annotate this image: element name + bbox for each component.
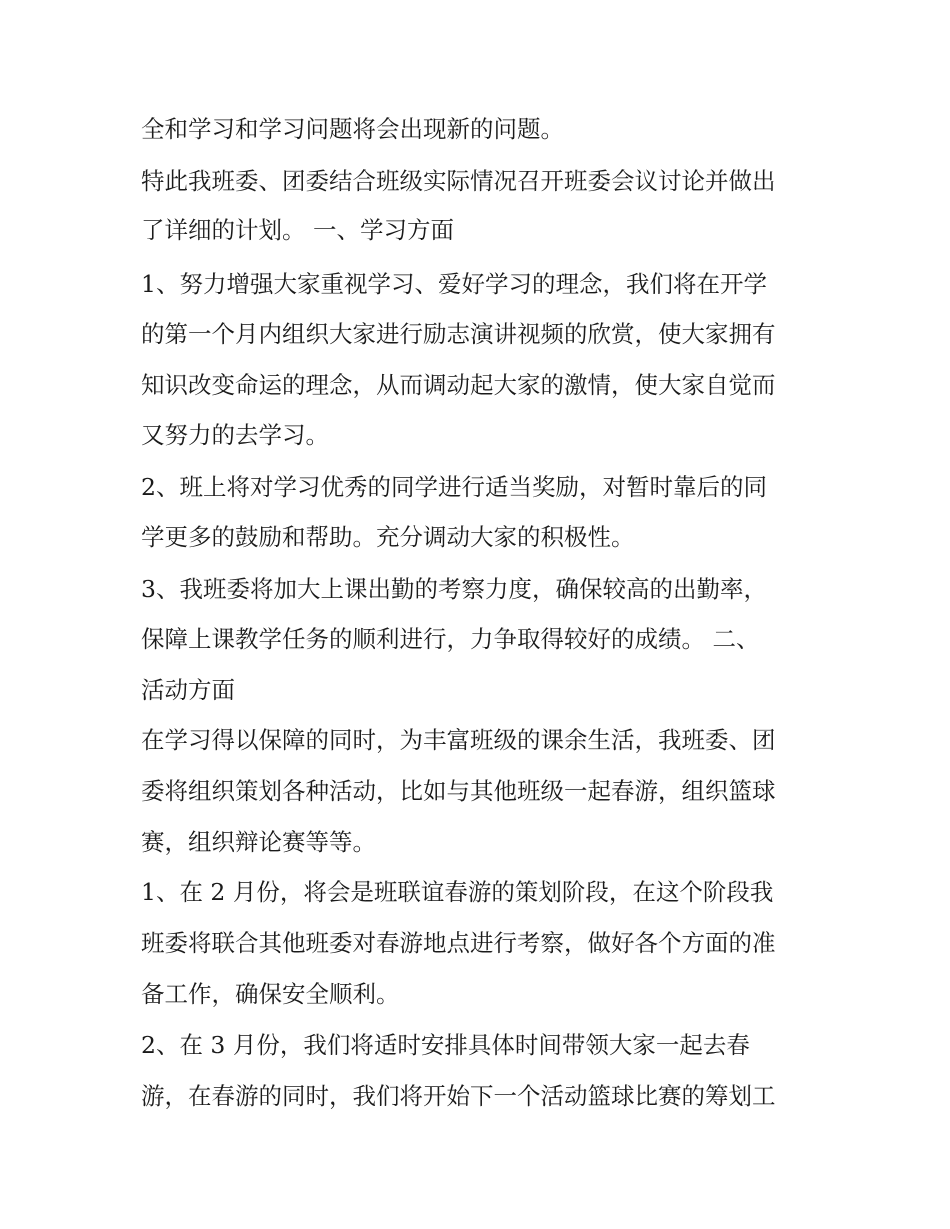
text-line-11: 保障上课教学任务的顺利进行，力争取得较好的成绩。 二、	[141, 625, 760, 653]
text-line-18: 备工作，确保安全顺利。	[141, 980, 400, 1008]
text-line-20: 游，在春游的同时，我们将开始下一个活动篮球比赛的筹划工	[141, 1082, 776, 1110]
text-line-13: 在学习得以保障的同时，为丰富班级的课余生活，我班委、团	[141, 726, 776, 754]
text-line-19: 2、在 3 月份，我们将适时安排具体时间带领大家一起去春	[141, 1031, 750, 1059]
text-line-5: 的第一个月内组织大家进行励志演讲视频的欣赏，使大家拥有	[141, 320, 776, 348]
text-line-17: 班委将联合其他班委对春游地点进行考察，做好各个方面的准	[141, 929, 776, 957]
text-line-6: 知识改变命运的理念，从而调动起大家的激情，使大家自觉而	[141, 371, 776, 399]
text-line-15: 赛，组织辩论赛等等。	[141, 828, 376, 856]
text-line-16: 1、在 2 月份，将会是班联谊春游的策划阶段，在这个阶段我	[141, 878, 774, 906]
text-line-3: 了详细的计划。 一、学习方面	[141, 216, 454, 244]
text-line-4: 1、努力增强大家重视学习、爱好学习的理念，我们将在开学	[141, 270, 767, 298]
text-line-8: 2、班上将对学习优秀的同学进行适当奖励，对暂时靠后的同	[141, 473, 767, 501]
text-line-12: 活动方面	[141, 676, 235, 704]
text-line-9: 学更多的鼓励和帮助。充分调动大家的积极性。	[141, 523, 635, 551]
text-line-7: 又努力的去学习。	[141, 421, 329, 449]
text-line-10: 3、我班委将加大上课出勤的考察力度，确保较高的出勤率，	[141, 575, 767, 603]
text-line-2: 特此我班委、团委结合班级实际情况召开班委会议讨论并做出	[141, 167, 776, 195]
text-line-1: 全和学习和学习问题将会出现新的问题。	[141, 115, 564, 143]
text-line-14: 委将组织策划各种活动，比如与其他班级一起春游，组织篮球	[141, 777, 776, 805]
